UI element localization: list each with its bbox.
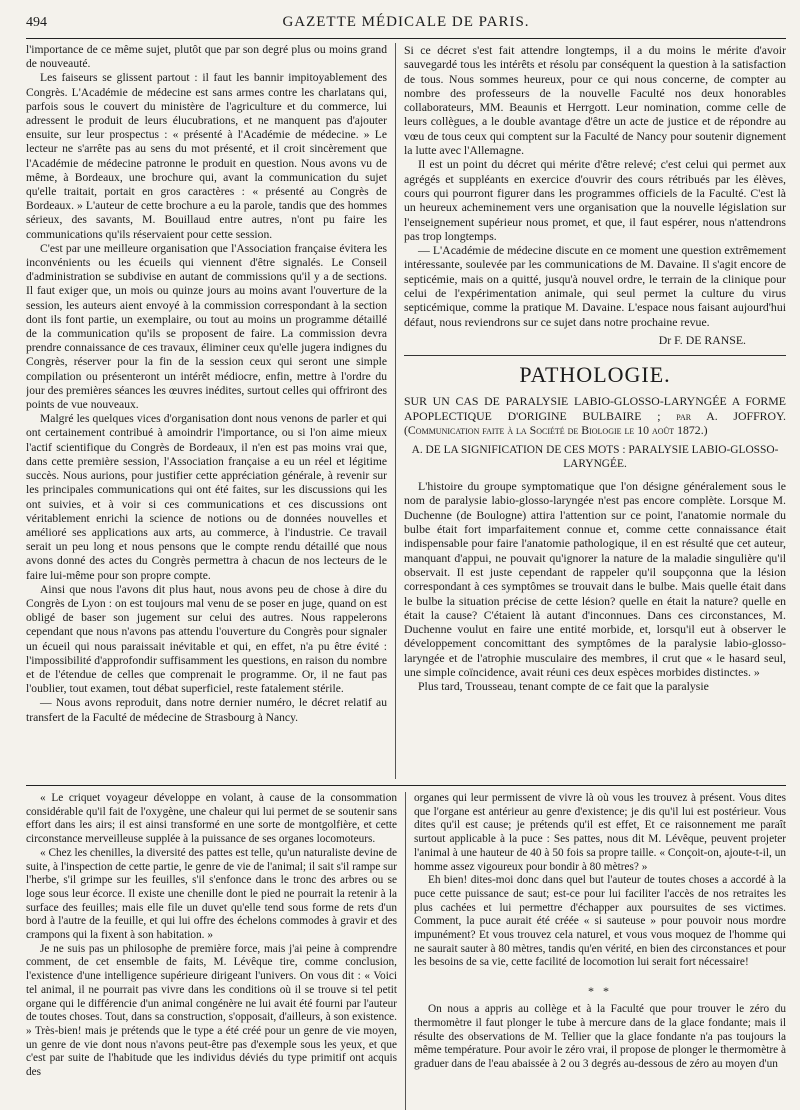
running-title: GAZETTE MÉDICALE DE PARIS. bbox=[282, 14, 530, 30]
paragraph: Eh bien! dites-moi donc dans quel but l'auteur de toutes choses a accordé à la puce cette puissance de saut; est-ce pour lui faciliter l'accès de nos retraites les plus cachées et lui permettre d'échapper aux poursuites de ses victimes. Comment, la puce aurait été créée « si sauteuse » pour pouvoir nous mordre impunément? Et vous trouvez cela naturel, et vous vous moquez de l'homme qui ne saurait sauter à 80 mètres, tandis qu'en vérité, en bien des circonstances et pour les besoins de sa vie, cette facilité de locomotion lui serait fort nécessaire! bbox=[414, 874, 786, 969]
page-number: 494 bbox=[26, 15, 47, 30]
paragraph: On nous a appris au collège et à la Faculté que pour trouver le zéro du thermomètre il faut plonger le tube à mercure dans de la glace fondante; mais il résulte des observations de M. Tellier que la glace fondante n'a pas toujours la même température. Pour avoir le zéro vrai, il propose de plonger le thermomètre à graduer dans de l'eau abaissée à 2 ou 3 degrés au-dessous de zéro au moyen d'un bbox=[414, 1003, 786, 1070]
paragraph: organes qui leur permissent de vivre là où vous les trouvez à présent. Vous dites que l'organe est antérieur au genre d'existence; je dis qu'il lui est postérieur. Vous dites qu'il est cause; je prétends qu'il est effet, Et ce raisonnement me paraît surtout applicable à la puce : Ses pattes, nous dit M. Lévêque, peuvent projeter l'animal à une hauteur de 40 à 50 fois sa propre taille. « Conçoit-on, ajoute-t-il, un homme assez vigoureux pour bondir à 80 mètres? » bbox=[414, 792, 786, 873]
paragraph: « Chez les chenilles, la diversité des pattes est telle, qu'un naturaliste devine de suite, à l'inspection de cette partie, le genre de vie de l'animal; il sait s'il rampe sur l'herbe, s'il grimpe sur les feuilles, s'il s'enfonce dans le tronc des arbres ou se loge sous leur écorce. Il existe une chenille dont le pied ne pourrait la retenir à la surface des feuilles; mais elle file un duvet qu'elle tend sous forme de rets d'un bord à l'autre de la feuille, et qui lui offre des échelons commodes à gravir et des crampons qui la fixent à son habitation. » bbox=[26, 846, 397, 942]
lower-left-column bbox=[26, 792, 406, 1110]
author-signature: Dr F. DE RANSE. bbox=[658, 332, 746, 347]
paragraph: C'est par une meilleure organisation que l'Association française évitera les inconvénients ou les écueils qui viennent d'être signalés. Le Conseil d'administration se subdivise en autant de commissions qu'il y a de sections. Il faut exiger que, un mois ou quinze jours au moins avant l'ouverture de la session, les auteurs aient envoyé à la commission correspondant à la section dont ils font partie, un exemplaire, ou tout au moins un programme détaillé de la communication qu'ils se proposent de faire. La commission devra prendre connaissance de ces travaux, éliminer ceux qu'elle jugera indignes du Congrès, réserver pour la fin de la session ceux qui seront une simple compilation ou présenteront un intérêt médiocre, enfin, mettre à l'ordre du jour des premières séances les œuvres inédites, surtout celles qui offriront des points de vue nouveaux. bbox=[26, 241, 387, 412]
feuilleton-rule bbox=[26, 785, 786, 786]
upper-section bbox=[26, 43, 786, 779]
section-heading: PATHOLOGIE. bbox=[519, 362, 671, 388]
paragraph: Malgré les quelques vices d'organisation dont nous venons de parler et qui ont certainement contribué à amoindrir l'importance, ou si l'on aime mieux l'actif scientifique du Congrès de Bordeaux, il n'en est pas moins vrai que, dans cette première session, l'Association française a eu un réel et légitime succès. Nous aurions, pour justifier cette appréciation générale, à revenir sur les principales communications qui ont été faites, sur les discussions qui les ont suivies, et à voir si ces communications et ces discussions ont véritablement enrichi la science de notions ou de données nouvelles et amélioré ses applications aux arts, au commerce, à l'industrie. Ce travail serait un peu long et nous pensons que le compte rendu détaillé que nous avons donné des actes du Congrès permettra à chacun de nos lecteurs de le faire lui-même pour son propre compte. bbox=[26, 412, 387, 582]
paragraph: « Le criquet voyageur développe en volant, à cause de la consommation considérable qu'il fait de l'oxygène, une chaleur qui lui permet de se soutenir sans effort dans les airs; il est ainsi transformé en une sorte de montgolfière, et cette circonstance merveilleuse supplée à la puissance de ses organes locomoteurs. bbox=[26, 792, 397, 846]
paragraph: Si ce décret s'est fait attendre longtemps, il a du moins le mérite d'avoir sauvegardé tous les intérêts et résolu par conséquent la question à la satisfaction de tous. Nous sommes heureux, pour ce qui nous concerne, de compter au nombre des professeurs de la nouvelle Faculté nos deux honorables collaborateurs, MM. Beaunis et Herrgott. Leur nomination, comme celle de leurs collègues, a le double avantage d'être un acte de justice et de répondre au vœu de tous ceux qui comptent sur la Faculté de Nancy pour soutenir dignement la lutte avec l'Allemagne. bbox=[404, 43, 786, 158]
paragraph: Il est un point du décret qui mérite d'être relevé; c'est celui qui permet aux agrégés et suppléants en exercice d'ouvrir des cours rétribués par les élèves, cours qui pourront figurer dans les programmes officiels de la Faculté. C'est là un heureux acheminement vers une organisation que la nouvelle législation sur l'enseignement supérieur nous promet, et que, il faut espérer, nous n'attendrons pas trop longtemps. bbox=[404, 157, 786, 243]
lower-section bbox=[26, 792, 786, 1110]
paragraph: l'importance de ce même sujet, plutôt que par son degré plus ou moins grand de nouveauté. bbox=[26, 43, 387, 71]
upper-right-column bbox=[396, 43, 786, 779]
lower-right-column bbox=[406, 792, 786, 1110]
paragraph: — Nous avons reproduit, dans notre dernier numéro, le décret relatif au transfert de la Faculté de médecine de Strasbourg à Nancy. bbox=[26, 696, 387, 724]
paragraph: — L'Académie de médecine discute en ce moment une question extrêmement intéressante, soulevée par les communications de M. Davaine. Il s'agit encore de septicémie, mais on a quitté, jusqu'à nouvel ordre, le terrain de la clinique pour celui de l'expérimentation animale, qui seul permet la culture du virus septicémique, comme la pratique M. Davaine. L'espace nous faisant aujourd'hui défaut, nous reviendrons sur ce sujet dans notre prochaine revue. bbox=[404, 243, 786, 329]
asterism-separator: * * bbox=[588, 984, 612, 999]
section-divider bbox=[404, 355, 786, 356]
paragraph: Plus tard, Trousseau, tenant compte de ce fait que la paralysie bbox=[418, 679, 709, 694]
paragraph: Ainsi que nous l'avons dit plus haut, nous avons peu de chose à dire du Congrès de Lyon : on est toujours mal venu de se poser en juge, quand on est obligé de baser son jugement sur celui des autres. Nous rappelerons cependant que nous n'avons pas attendu l'ouverture du Congrès pour signaler un écueil qui nous paraissait inévitable et qui, en effet, n'a pu être évité : l'impossibilité d'approfondir suffisamment les questions, en raison du nombre et de l'étendue de celles que comprenait le programme. Or, il ne faut pas l'oublier, tout examen, tout débat superficiel, reste fatalement stérile. bbox=[26, 582, 387, 696]
paragraph: Les faiseurs se glissent partout : il faut les bannir impitoyablement des Congrès. L'Académie de médecine est sans armes contre les charlatans qui, parfois sous le couvert du ministère de l'agriculture et du commerce, lui adressent le produit de leurs élucubrations, et ne manquent pas d'ajouter ensuite, sur leur prospectus : « présenté à l'Académie de médecine. » Le lecteur ne s'arrête pas au sens du mot présenté, et il croit sincèrement que l'Académie de médecine patronne le produit en question. Nous avons vu de même, à Bordeaux, une brochure qui, avant la communication du sujet qu'elle traitait, portait en gros caractères : « présenté au Congrès de Bordeaux. » L'auteur de cette brochure a eu la parole, tandis que des hommes sérieux, des savants, M. Bouillaud entre autres, n'ont pu faire les communications qu'ils réservaient pour cette session. bbox=[26, 71, 387, 241]
upper-left-column bbox=[26, 43, 396, 779]
page-header bbox=[26, 14, 786, 36]
paragraph: L'histoire du groupe symptomatique que l'on désigne généralement sous le nom de paralysie labio-glosso-laryngée n'est pas encore complète. Lorsque M. Duchenne (de Boulogne) attira l'attention sur ce point, l'anatomie normale du bulbe était fort imparfaitement connue et, comme cette connaissance était indispensable pour faire l'anatomie pathologique, il en est résulté que cet auteur, manquant d'appui, ne pouvait qu'ignorer la nature de la maladie singulière qu'il observait. Il est juste cependant de rappeler qu'il soupçonna que la lésion correspondant à ces symptômes se trouvait dans le bulbe. Mais quelle était dans le bulbe la situation précise de cette lésion? quelle en était la nature? quelle en était la cause? C'étaient là autant d'inconnues. Dans ces circonstances, M. Duchenne voulut en faire une entité morbide, et, lorsqu'il eut à observer le développement concomittant des symptômes de la paralysie labio-glosso-laryngée et de l'atrophie musculaire des membres, il crut que « le hasard seul, une simple coïncidence, avait réuni ces deux espèces morbides distinctes. » bbox=[404, 479, 786, 679]
header-rule bbox=[26, 38, 786, 39]
article-title: SUR UN CAS DE PARALYSIE LABIO-GLOSSO-LARYNGÉE A FORME APOPLECTIQUE D'ORIGINE BULBAIRE ; par A. JOFFROY. (Communication faite à la Société de Biologie le 10 août 1872.) bbox=[404, 394, 786, 437]
subsection-title: A. DE LA SIGNIFICATION DE CES MOTS : PARALYSIE LABIO-GLOSSO-LARYNGÉE. bbox=[411, 444, 779, 471]
paragraph: Je ne suis pas un philosophe de première force, mais j'ai peine à comprendre comment, de cet ensemble de faits, M. Lévêque tire, comme conclusion, l'existence d'une intelligence supérieure dirigeant l'univers. On vous dit : « Voici tel animal, il ne pourrait pas vivre dans les conditions où il se trouve si tel petit organe qui le différencie d'un animal congénère ne lui avait été fourni par l'auteur de toutes choses. Tout, dans sa construction, s'opposait, d'ailleurs, à son existence. » Très-bien! mais je prétends que le type a été créé pour un genre de vie moyen, un genre de vie dont nous n'avons peut-être pas d'exemple sous les yeux, et que c'est par suite de l'habitude que les individus déviés du type primitif ont acquis des bbox=[26, 942, 397, 1079]
